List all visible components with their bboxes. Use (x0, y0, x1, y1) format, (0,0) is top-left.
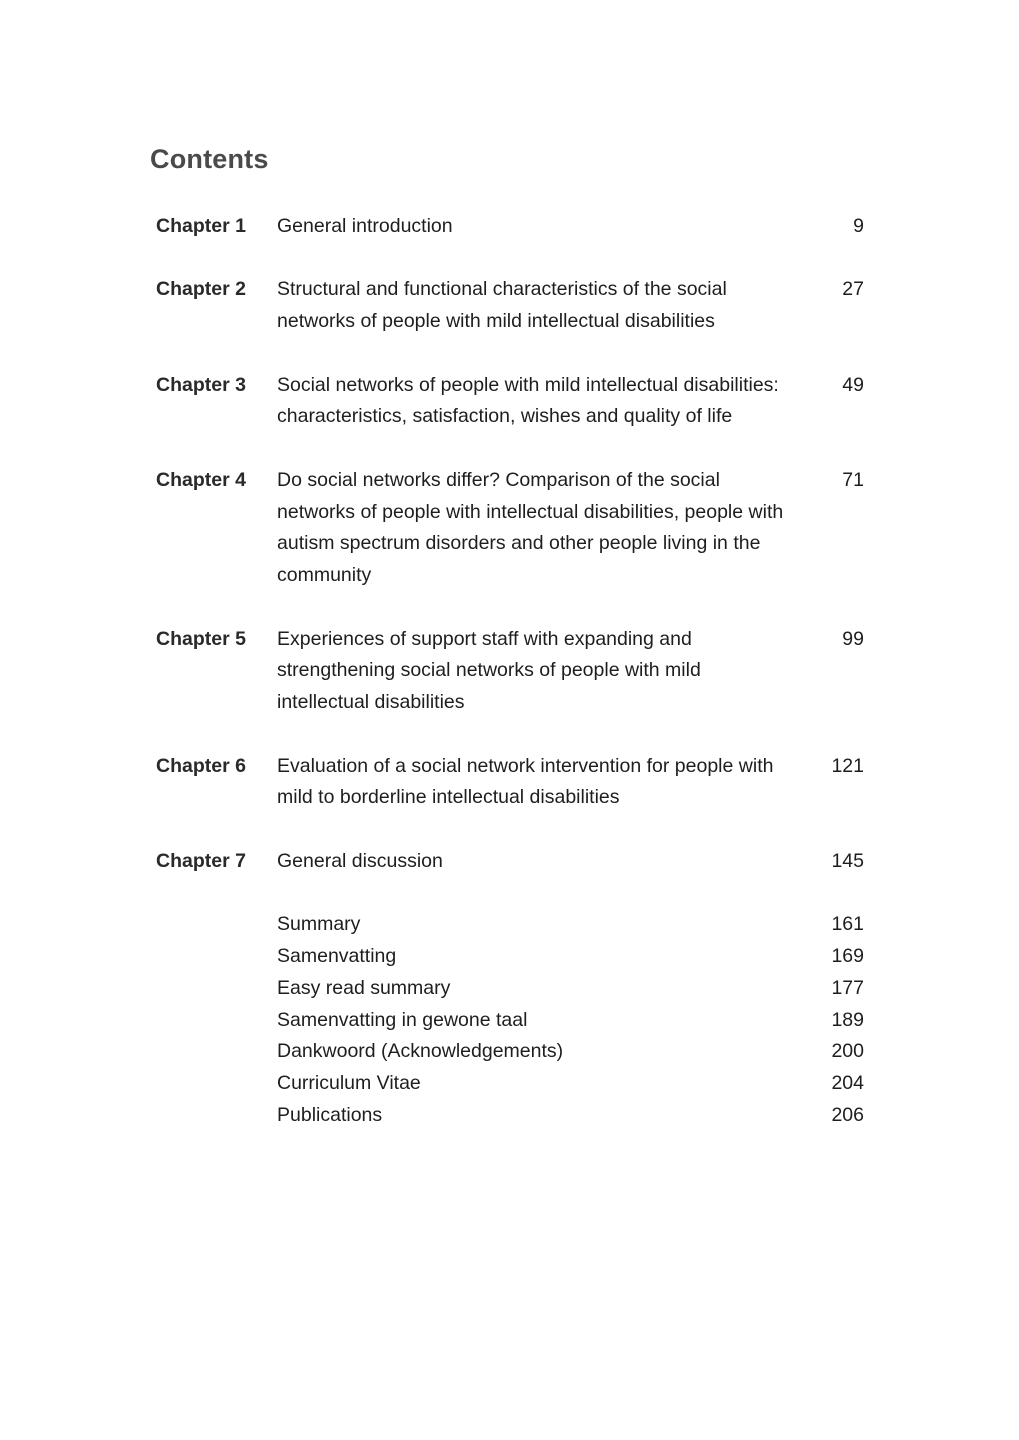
page-number: 145 (831, 849, 864, 872)
toc-entry-samenvatting-gewone-taal[interactable] (156, 1005, 864, 1037)
page-number: 189 (831, 1008, 864, 1031)
page-number: 27 (842, 278, 864, 301)
toc-entry-dankwoord[interactable] (156, 1036, 864, 1068)
toc-entry-summary[interactable] (156, 909, 864, 941)
page-number: 71 (842, 468, 864, 491)
chapter-title: Structural and functional characteristics of the social networks of people with mild intellectual disabilities (277, 278, 727, 333)
chapter-label: Chapter 1 (156, 215, 246, 237)
toc-entry-samenvatting[interactable] (156, 941, 864, 973)
entry-title: Samenvatting in gewone taal (277, 1008, 528, 1031)
chapter-title: General discussion (277, 849, 443, 872)
toc-entry-chapter-4[interactable] (156, 465, 864, 592)
entry-title: Samenvatting (277, 944, 397, 967)
back-matter-list (156, 909, 864, 1132)
page-number: 169 (831, 944, 864, 967)
toc-entry-chapter-7[interactable] (156, 846, 864, 878)
page-number: 204 (831, 1072, 864, 1095)
toc-entry-easy-read-summary[interactable] (156, 973, 864, 1005)
chapter-label: Chapter 4 (156, 468, 246, 491)
toc-entry-publications[interactable] (156, 1100, 864, 1132)
chapter-label: Chapter 2 (156, 278, 246, 301)
page-number: 200 (831, 1040, 864, 1063)
page-number: 121 (831, 754, 864, 777)
chapter-title: Do social networks differ? Comparison of the social networks of people with intellectual disabilities, people with autism spectrum disorders and other people living in the community (277, 468, 784, 587)
chapter-title: General introduction (277, 215, 453, 237)
toc-entry-curriculum-vitae[interactable] (156, 1068, 864, 1100)
page-number: 177 (831, 976, 864, 999)
chapter-label: Chapter 5 (156, 627, 246, 650)
chapter-title: Evaluation of a social network intervention for people with mild to borderline intellectual disabilities (277, 754, 774, 809)
page-title: Contents (150, 144, 269, 174)
page-number: 206 (831, 1103, 864, 1126)
entry-title: Publications (277, 1103, 383, 1126)
toc-entry-chapter-1[interactable] (156, 211, 864, 243)
chapter-title: Social networks of people with mild intellectual disabilities: characteristics, satisfaction, wishes and quality of life (277, 373, 779, 428)
entry-title: Easy read summary (277, 976, 451, 999)
toc-entry-chapter-3[interactable] (156, 370, 864, 434)
page-number: 49 (842, 373, 864, 396)
page-number: 161 (831, 913, 864, 936)
chapter-title: Experiences of support staff with expanding and strengthening social networks of people with mild intellectual disabilities (277, 627, 701, 714)
table-of-contents (156, 211, 864, 1132)
entry-title: Curriculum Vitae (277, 1072, 421, 1095)
page-number: 99 (842, 627, 864, 650)
toc-entry-chapter-5[interactable] (156, 624, 864, 719)
entry-title: Dankwoord (Acknowledgements) (277, 1040, 564, 1063)
page-number: 9 (853, 215, 864, 237)
toc-entry-chapter-2[interactable] (156, 274, 864, 338)
toc-entry-chapter-6[interactable] (156, 751, 864, 815)
entry-title: Summary (277, 913, 361, 936)
chapter-label: Chapter 7 (156, 849, 246, 872)
chapter-label: Chapter 6 (156, 754, 246, 777)
chapter-label: Chapter 3 (156, 373, 246, 396)
